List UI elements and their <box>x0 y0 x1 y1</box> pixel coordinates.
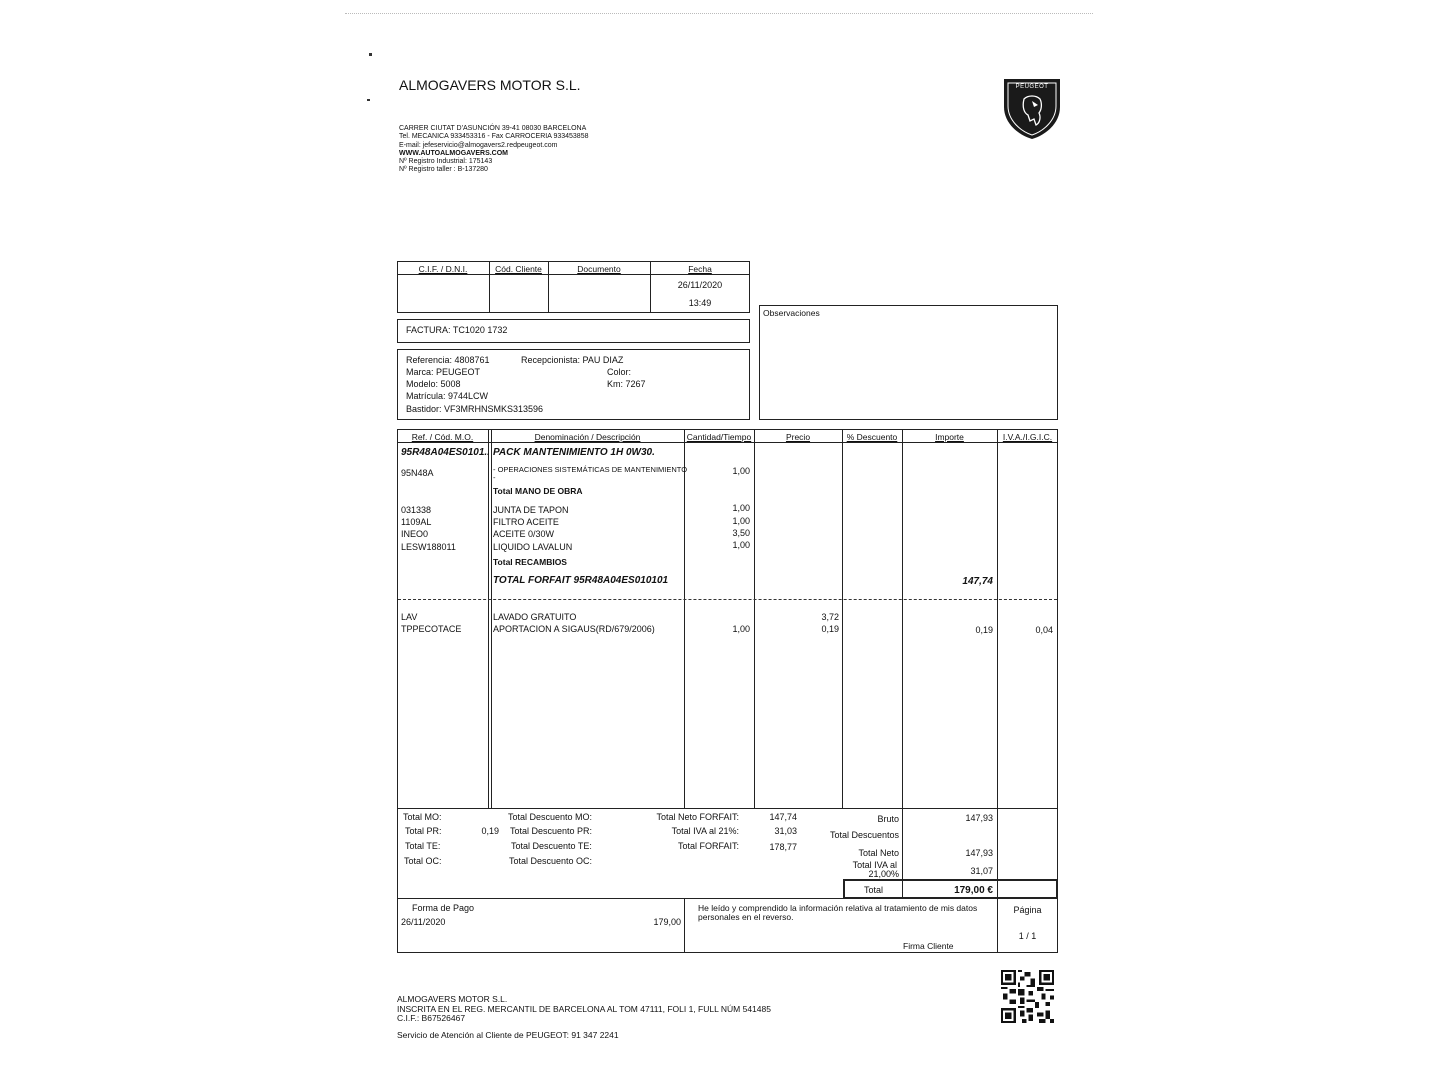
extra-precio: 3,72 <box>821 612 839 622</box>
col-cod-cliente: Cód. Cliente <box>495 264 542 274</box>
part-ref: INEO0 <box>401 529 429 539</box>
iva-label: Total IVA al <box>852 860 897 870</box>
part-qty: 1,00 <box>732 503 750 513</box>
footer-line: INSCRITA EN EL REG. MERCANTIL DE BARCELONA AL TOM 47111, FOLI 1, FULL NÚM 541485 <box>397 1003 771 1014</box>
part-ref: LESW188011 <box>401 542 456 552</box>
part-desc: ACEITE 0/30W <box>493 529 555 539</box>
factura-number: FACTURA: TC1020 1732 <box>406 325 508 335</box>
neto-value: 147,93 <box>965 848 993 858</box>
iva21-label: Total IVA al 21%: <box>671 826 739 836</box>
payment-amount: 179,00 <box>653 917 681 927</box>
col-descripcion: Denominación / Descripción <box>534 432 641 442</box>
mo-desc: - OPERACIONES SISTEMÁTICAS DE MANTENIMIENTO <box>493 465 688 474</box>
address-line: CARRER CIUTAT D'ASUNCIÓN 39-41 08030 BARCELONA <box>399 125 587 132</box>
total-oc-label: Total OC: <box>404 856 442 866</box>
pagina-label: Página <box>1013 905 1042 915</box>
part-qty: 1,00 <box>732 516 750 526</box>
total-label: Total <box>863 885 883 895</box>
observaciones-label: Observaciones <box>763 308 820 318</box>
part-desc: LIQUIDO LAVALUN <box>493 542 573 552</box>
neto-forfait-label: Total Neto FORFAIT: <box>656 812 739 822</box>
address-line: Tel. MECANICA 933453316 - Fax CARROCERIA 933453858 <box>399 133 589 141</box>
neto-forfait-value: 147,74 <box>769 812 797 822</box>
neto-label: Total Neto <box>858 848 899 858</box>
part-ref: 031338 <box>401 505 432 515</box>
forma-pago-label: Forma de Pago <box>412 903 475 913</box>
total-recambios-label: Total RECAMBIOS <box>493 557 567 567</box>
company-name: ALMOGAVERS MOTOR S.L. <box>399 77 581 93</box>
vehicle-km: Km: 7267 <box>607 379 646 389</box>
extra-precio: 0,19 <box>821 624 839 634</box>
extra-ref: LAV <box>401 612 418 622</box>
desc-pr-label: Total Descuento PR: <box>510 826 593 836</box>
mo-ref: 95N48A <box>401 468 434 478</box>
address-line: WWW.AUTOALMOGAVERS.COM <box>399 149 509 157</box>
pagina-value: 1 / 1 <box>1018 931 1037 941</box>
peugeot-logo-icon <box>1002 77 1062 141</box>
forfait-label: Total FORFAIT: <box>677 841 739 851</box>
part-desc: FILTRO ACEITE <box>493 517 559 527</box>
vehicle-color: Color: <box>607 367 632 377</box>
extra-qty: 1,00 <box>732 624 750 634</box>
observaciones-box <box>759 305 1058 420</box>
col-documento: Documento <box>577 264 621 274</box>
col-ref: Ref. / Cód. M.O. <box>411 432 474 442</box>
extra-desc: LAVADO GRATUITO <box>493 612 577 622</box>
col-cif: C.I.F. / D.N.I. <box>418 264 468 274</box>
pack-ref: 95R48A04ES0101.. <box>401 447 490 458</box>
vehicle-matricula: Matrícula: 9744LCW <box>406 391 489 401</box>
extra-iva: 0,04 <box>1035 625 1053 635</box>
pack-title: PACK MANTENIMIENTO 1H 0W30. <box>493 447 655 458</box>
part-qty: 3,50 <box>732 528 750 538</box>
vehicle-referencia: Referencia: 4808761 <box>406 355 490 365</box>
col-descuento: % Descuento <box>846 432 898 442</box>
desc-mo-label: Total Descuento MO: <box>508 812 593 822</box>
total-forfait-label: TOTAL FORFAIT 95R48A04ES010101 <box>493 575 669 586</box>
extra-importe: 0,19 <box>975 625 993 635</box>
footer-service: Servicio de Atención al Cliente de PEUGEOT: 91 347 2241 <box>397 1030 619 1040</box>
vehicle-marca: Marca: PEUGEOT <box>406 367 481 377</box>
col-importe: Importe <box>935 432 964 442</box>
col-iva: I.V.A./I.G.I.C. <box>1002 432 1053 442</box>
part-ref: 1109AL <box>401 517 432 527</box>
address-line: Nº Registro taller : B-137280 <box>399 166 488 174</box>
company-address <box>399 125 589 175</box>
total-pr-label: Total PR: <box>405 826 442 836</box>
total-mo-label: Total MO: <box>403 812 442 822</box>
privacy-line: personales en el reverso. <box>698 912 794 922</box>
scan-mark <box>369 53 372 56</box>
iva-value: 31,07 <box>970 866 993 876</box>
col-fecha: Fecha <box>688 264 712 274</box>
vehicle-bastidor: Bastidor: VF3MRHNSMKS313596 <box>406 404 544 414</box>
payment-date: 26/11/2020 <box>401 917 446 927</box>
total-pr-value: 0,19 <box>481 826 499 836</box>
hora-value: 13:49 <box>688 298 712 308</box>
vehicle-recepcionista: Recepcionista: PAU DIAZ <box>521 355 624 365</box>
col-precio: Precio <box>785 432 811 442</box>
extra-ref: TPPECOTACE <box>401 624 462 634</box>
extra-desc: APORTACION A SIGAUS(RD/679/2006) <box>493 624 655 634</box>
iva-label-pct: 21,00% <box>868 869 899 879</box>
scan-mark <box>367 99 370 101</box>
mo-desc-cont: - <box>493 473 496 482</box>
descuentos-label: Total Descuentos <box>829 830 899 840</box>
footer-line: C.I.F.: B67526467 <box>397 1013 466 1023</box>
fecha-value: 26/11/2020 <box>677 280 723 290</box>
footer-line: ALMOGAVERS MOTOR S.L. <box>397 994 508 1004</box>
privacy-line: He leído y comprendido la información relativa al tratamiento de mis datos <box>698 903 978 913</box>
firma-cliente: Firma Cliente <box>903 941 954 951</box>
footer <box>397 995 771 1024</box>
part-qty: 1,00 <box>732 540 750 550</box>
qr-code-icon <box>1001 970 1054 1023</box>
total-value: 179,00 € <box>954 885 993 896</box>
mo-qty: 1,00 <box>732 466 750 476</box>
total-te-label: Total TE: <box>405 841 441 851</box>
desc-te-label: Total Descuento TE: <box>511 841 592 851</box>
total-forfait-importe: 147,74 <box>962 576 993 587</box>
vehicle-modelo: Modelo: 5008 <box>406 379 461 389</box>
iva21-value: 31,03 <box>774 826 797 836</box>
col-cantidad: Cantidad/Tiempo <box>686 432 752 442</box>
forfait-value: 178,77 <box>769 842 797 852</box>
forfait-separator <box>398 599 1057 600</box>
bruto-value: 147,93 <box>965 813 993 823</box>
logo-text: PEUGEOT <box>1015 84 1049 90</box>
top-rule <box>345 13 1093 14</box>
part-desc: JUNTA DE TAPON <box>493 505 569 515</box>
desc-oc-label: Total Descuento OC: <box>509 856 593 866</box>
total-mo-label: Total MANO DE OBRA <box>493 486 583 496</box>
address-line: Nº Registro Industrial: 175143 <box>399 158 493 166</box>
address-line: E-mail: jefeservicio@almogavers2.redpeugeot.com <box>399 141 558 149</box>
bruto-label: Bruto <box>877 814 899 824</box>
